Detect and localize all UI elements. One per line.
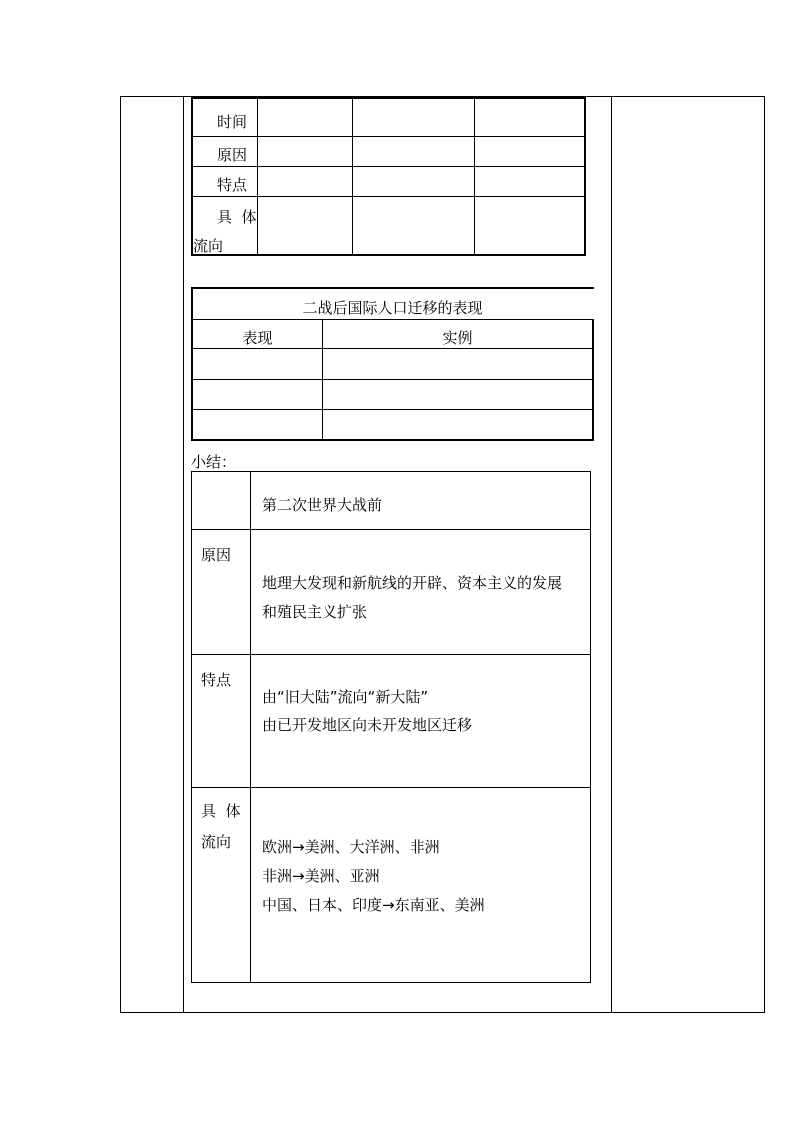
outer-divider-2 bbox=[611, 96, 612, 1013]
summary-reason-line-1: 地理大发现和新航线的开辟、资本主义的发展 bbox=[262, 574, 563, 592]
t2-header-example: 实例 bbox=[442, 329, 473, 347]
summary-feature-line-1: 由“旧大陆”流向“新大陆” bbox=[262, 688, 429, 706]
t1-label-flow-1: 具 体 bbox=[217, 208, 257, 226]
t1-left bbox=[191, 97, 193, 256]
summary-reason-line-2: 和殖民主义扩张 bbox=[262, 603, 368, 621]
summary-label-flow-2: 流向 bbox=[201, 833, 232, 851]
t1-h2 bbox=[191, 166, 586, 167]
t1-label-feature: 特点 bbox=[217, 176, 248, 194]
t1-label-flow-2: 流向 bbox=[193, 237, 224, 255]
t2-title: 二战后国际人口迁移的表现 bbox=[302, 299, 483, 317]
t2-right bbox=[592, 319, 594, 441]
t1-label-time: 时间 bbox=[217, 113, 248, 131]
t2-h3 bbox=[191, 379, 594, 380]
t3-h3 bbox=[191, 787, 591, 788]
outer-left-border bbox=[120, 96, 121, 1013]
t2-header-performance: 表现 bbox=[242, 329, 273, 347]
t1-top bbox=[191, 97, 586, 99]
t2-top bbox=[191, 287, 594, 289]
t1-h1 bbox=[191, 136, 586, 137]
t2-h2 bbox=[191, 348, 594, 349]
outer-bottom-border bbox=[120, 1012, 765, 1013]
t3-top bbox=[191, 471, 591, 472]
t3-left bbox=[191, 471, 192, 983]
summary-label: 小结： bbox=[191, 453, 237, 471]
summary-flow-line-2: 非洲→美洲、亚洲 bbox=[262, 867, 380, 885]
summary-flow-line-3: 中国、日本、印度→东南亚、美洲 bbox=[262, 896, 485, 914]
t1-bottom bbox=[191, 254, 586, 256]
summary-label-flow-1: 具 体 bbox=[201, 802, 241, 820]
t3-v1 bbox=[250, 471, 251, 983]
summary-flow-line-1: 欧洲→美洲、大洋洲、非洲 bbox=[262, 838, 440, 856]
summary-feature-line-2: 由已开发地区向未开发地区迁移 bbox=[262, 716, 473, 734]
t1-label-reason: 原因 bbox=[217, 146, 248, 164]
t2-bottom bbox=[191, 439, 594, 441]
t3-right bbox=[590, 471, 591, 983]
t1-v3 bbox=[474, 97, 475, 256]
outer-right-border bbox=[764, 96, 765, 1013]
t2-h4 bbox=[191, 409, 594, 410]
t1-right bbox=[584, 97, 586, 256]
t3-h2 bbox=[191, 654, 591, 655]
t1-v2 bbox=[352, 97, 353, 256]
t2-h1 bbox=[191, 319, 594, 320]
summary-header: 第二次世界大战前 bbox=[262, 496, 383, 514]
t3-h1 bbox=[191, 529, 591, 530]
outer-divider-1 bbox=[183, 96, 184, 1013]
t1-h3 bbox=[191, 196, 586, 197]
t3-bottom bbox=[191, 982, 591, 983]
summary-label-reason: 原因 bbox=[201, 546, 232, 564]
t1-v1 bbox=[257, 97, 258, 256]
summary-label-feature: 特点 bbox=[201, 671, 232, 689]
